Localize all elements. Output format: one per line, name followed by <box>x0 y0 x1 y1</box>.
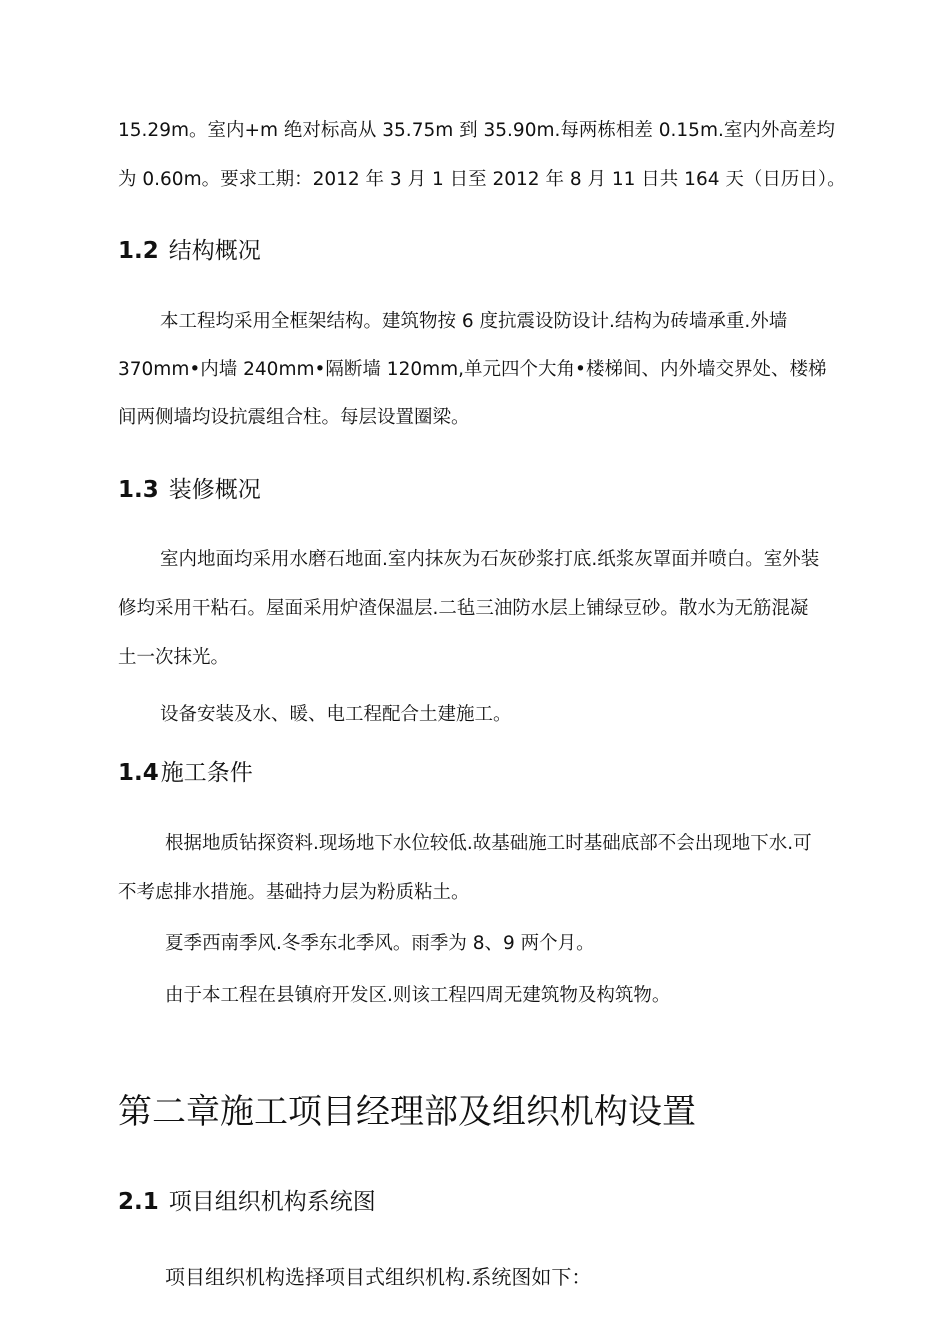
chapter-title: 第二章施工项目经理部及组织机构设置 <box>118 1092 696 1132</box>
section-number: 1.3 <box>118 477 159 503</box>
paragraph-line: 由于本工程在县镇府开发区.则该工程四周无建筑物及构筑物。 <box>165 985 671 1006</box>
section-number: 1.4 <box>118 760 159 786</box>
section-heading-1-4 <box>118 758 253 788</box>
paragraph-line: 根据地质钻探资料.现场地下水位较低.故基础施工时基础底部不会出现地下水.可 <box>165 833 812 854</box>
section-title: 施工条件 <box>160 760 253 786</box>
paragraph-line: 设备安装及水、暖、电工程配合土建施工。 <box>160 704 512 725</box>
section-title: 装修概况 <box>168 477 261 503</box>
paragraph-line: 间两侧墙均设抗震组合柱。每层设置圈梁。 <box>118 407 470 428</box>
section-number: 2.1 <box>118 1189 159 1215</box>
paragraph-line: 修均采用干粘石。屋面采用炉渣保温层.二毡三油防水层上铺绿豆砂。散水为无筋混凝 <box>118 598 809 619</box>
intro-line-1: 15.29m。室内+m 绝对标高从 35.75m 到 35.90m.每两栋相差 0.15m.室内外高差均 <box>118 120 835 141</box>
paragraph-line: 不考虑排水措施。基础持力层为粉质粘土。 <box>118 882 470 903</box>
paragraph-line: 室内地面均采用水磨石地面.室内抹灰为石灰砂浆打底.纸浆灰罩面并喷白。室外装 <box>160 549 820 570</box>
intro-line-2: 为 0.60m。要求工期：2012 年 3 月 1 日至 2012 年 8 月 11 日共 164 天（日历日）。 <box>118 169 846 190</box>
section-heading-1-3 <box>118 475 261 505</box>
section-title: 项目组织机构系统图 <box>168 1189 376 1215</box>
paragraph-line: 本工程均采用全框架结构。建筑物按 6 度抗震设防设计.结构为砖墙承重.外墙 <box>160 311 788 332</box>
section-heading-1-2 <box>118 236 261 266</box>
section-number: 1.2 <box>118 238 159 264</box>
section-title: 结构概况 <box>168 238 261 264</box>
paragraph-line: 土一次抹光。 <box>118 647 230 668</box>
paragraph-line: 370mm•内墙 240mm•隔断墙 120mm,单元四个大角•楼梯间、内外墙交界处、楼梯 <box>118 359 827 380</box>
lead-paragraph: 项目组织机构选择项目式组织机构.系统图如下： <box>165 1265 592 1289</box>
section-heading-2-1 <box>118 1187 376 1217</box>
paragraph-line: 夏季西南季风.冬季东北季风。雨季为 8、9 两个月。 <box>165 933 595 954</box>
